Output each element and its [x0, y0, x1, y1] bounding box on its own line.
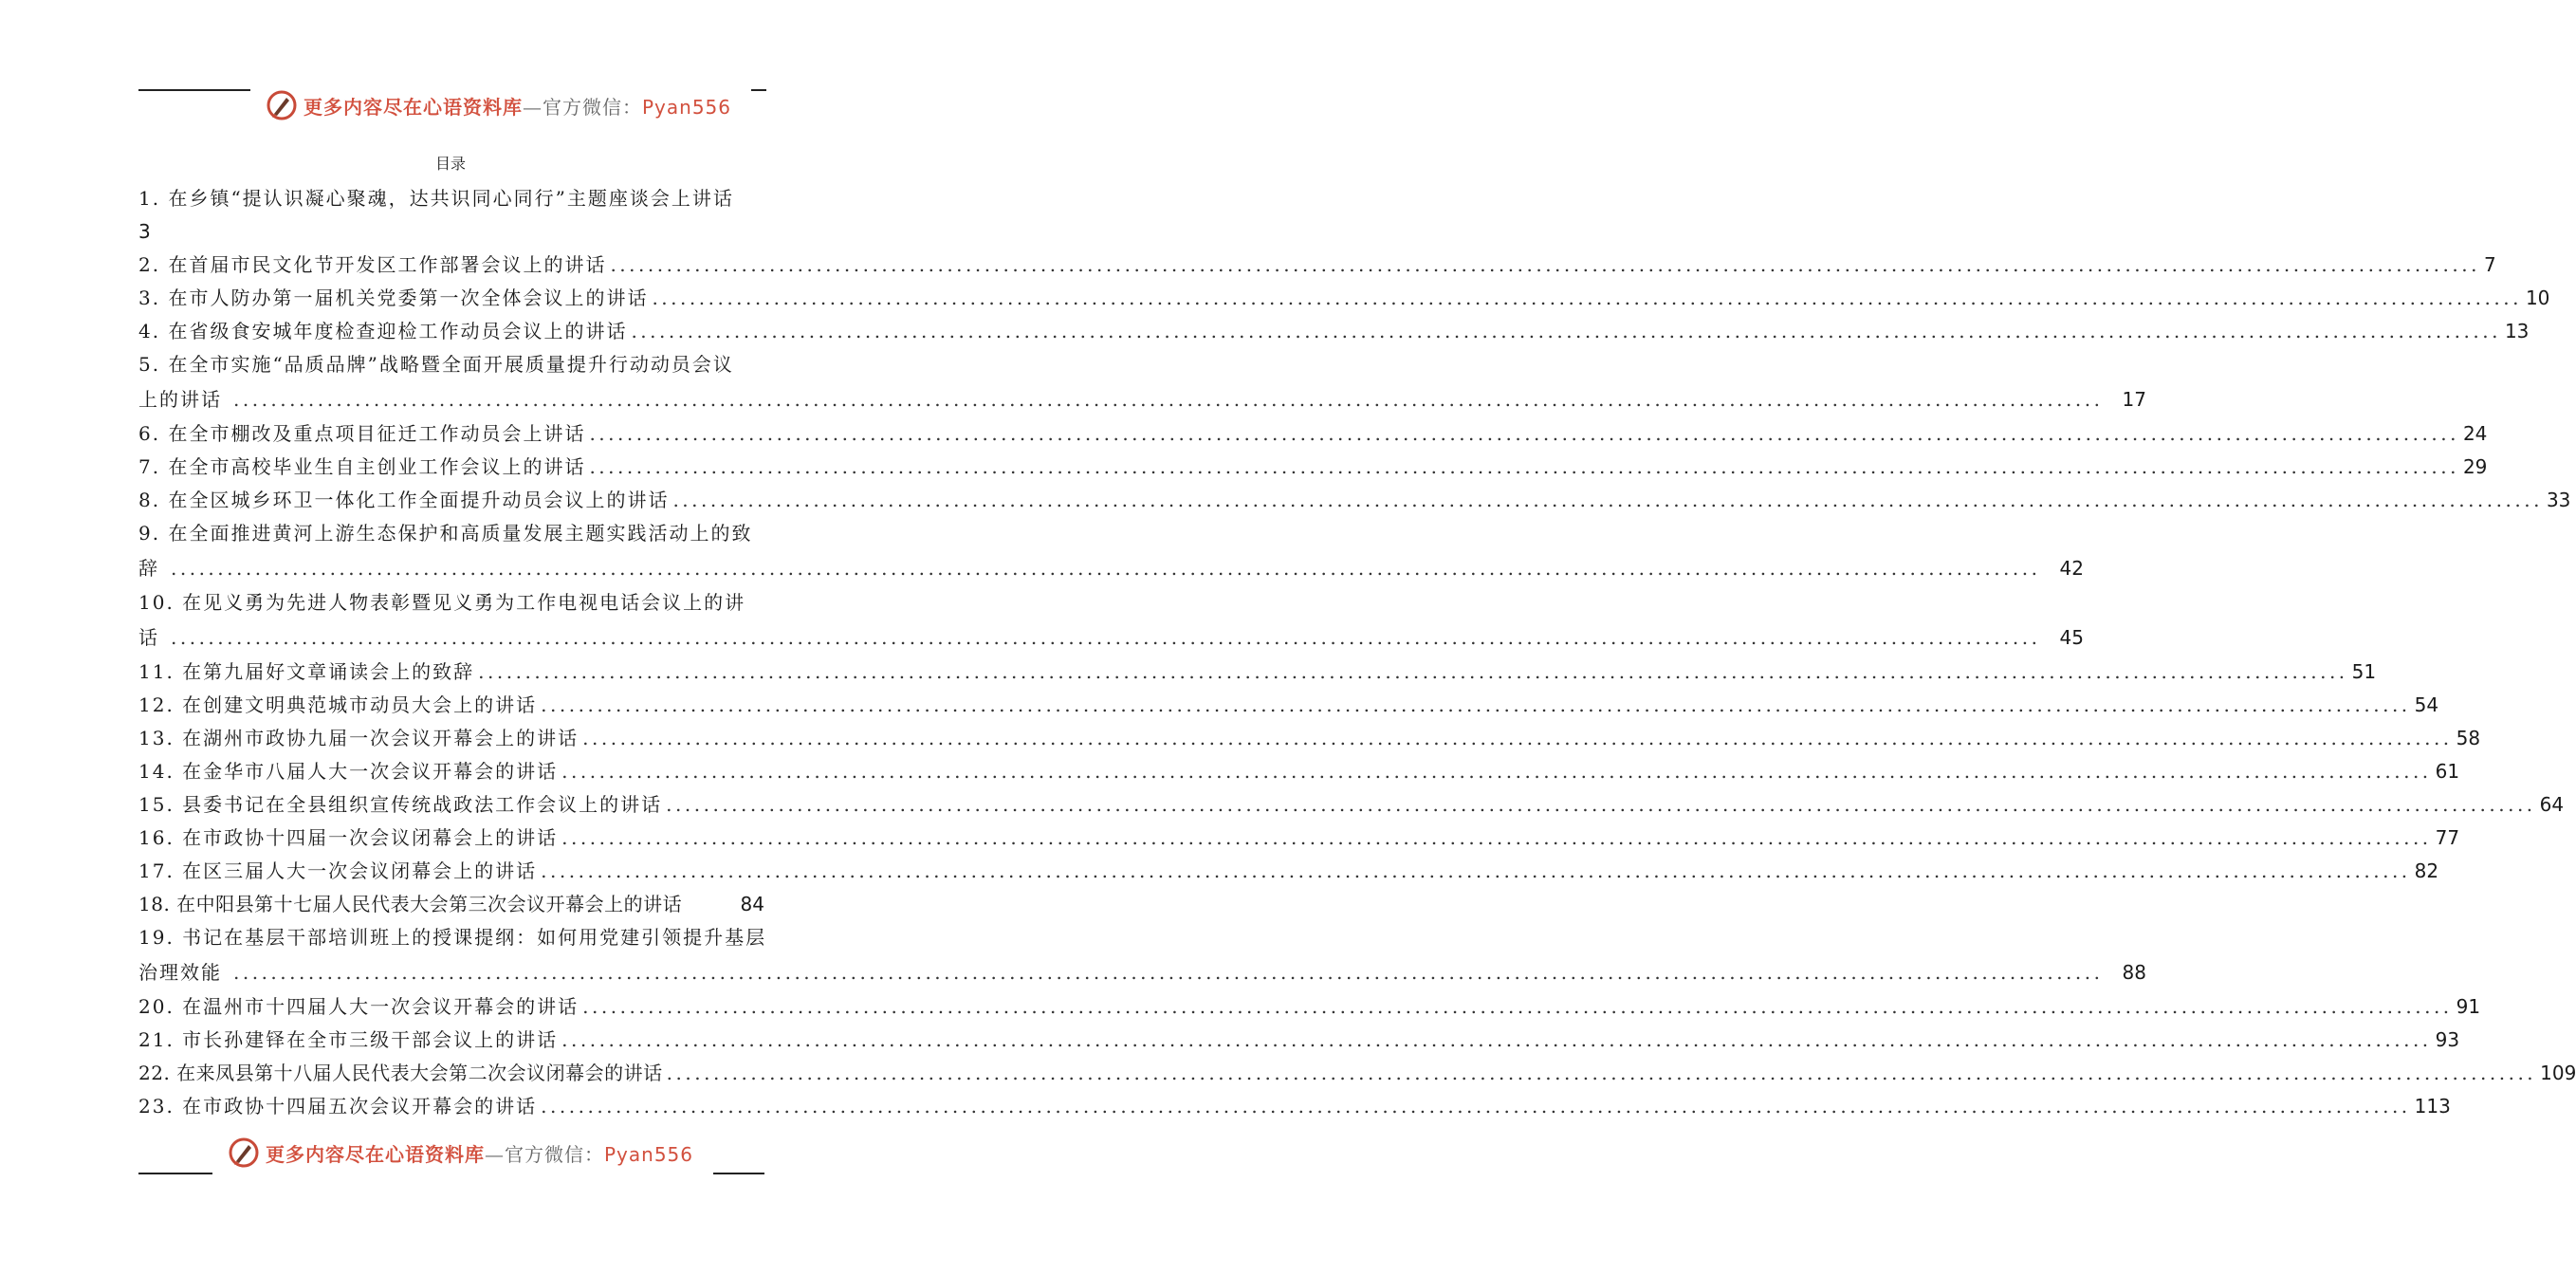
toc-entry-leader: ........................................................................................................................................................................................................: [541, 1095, 2411, 1118]
toc-entry[interactable]: [138, 689, 2439, 722]
toc-entry-leader: ........................................................................................................................................................................................................: [541, 693, 2411, 716]
toc-entry-number: 1.: [138, 187, 161, 210]
footer-rule-left: [138, 1173, 212, 1174]
toc-entry-leader: ........................................................................................................................................................................................................: [666, 793, 2536, 816]
toc-entry[interactable]: [138, 990, 2481, 1024]
toc-entry[interactable]: [138, 282, 2550, 315]
toc-entry-page: 13: [2504, 320, 2530, 342]
toc-entry-page: 77: [2435, 826, 2460, 849]
toc-entry-text: [138, 282, 648, 315]
toc-entry-line: [138, 182, 764, 215]
toc-entry-text: [138, 888, 682, 921]
toc-entry-text: [138, 755, 558, 788]
toc-entry[interactable]: [138, 722, 2481, 755]
toc-entry-number: 7.: [138, 455, 161, 478]
toc-entry-leader: ........................................................................................................................................................................................................: [561, 760, 2432, 783]
banner-dash: —: [485, 1142, 505, 1166]
toc-entry[interactable]: [138, 1024, 2460, 1057]
toc-entry-text: [138, 1057, 663, 1090]
toc-entry-page: 54: [2414, 693, 2439, 716]
toc-entry-line: [138, 348, 764, 381]
toc-entry-text: [138, 990, 579, 1024]
toc-entry-number: 12.: [138, 693, 175, 716]
toc-entry-line: [138, 855, 2439, 888]
toc-entry-number: 11.: [138, 660, 175, 683]
toc-entry-number: 20.: [138, 995, 175, 1018]
toc-entry-number: 18.: [138, 893, 171, 915]
toc-entry-leader: ........................................................................................................................................................................................................: [582, 727, 2453, 749]
pen-logo-icon: [266, 89, 298, 121]
toc-entry[interactable]: [138, 315, 2530, 348]
toc-entry-text: [138, 656, 474, 689]
toc-entry-leader: ........................................................................................................................................................................................................: [478, 660, 2348, 683]
toc-entry-line: [138, 619, 2084, 656]
toc-entry-title-cont: 治理效能: [138, 961, 222, 984]
toc-entry-title: 在乡镇“提认识凝心聚魂，达共识同心同行”主题座谈会上讲话: [168, 187, 734, 210]
footer-rule-right: [713, 1173, 764, 1174]
toc-entry-leader: ........................................................................................................................................................................................................: [233, 388, 2104, 411]
toc-entry-line: [138, 586, 764, 619]
toc-entry-title: 在区三届人大一次会议闭幕会上的讲话: [182, 859, 538, 882]
toc-entry-title: 在第九届好文章诵读会上的致辞: [182, 660, 475, 683]
toc-entry-line: [138, 755, 2460, 788]
toc-entry-title: 县委书记在全县组织宣传统战政法工作会议上的讲话: [182, 793, 663, 816]
toc-entry-line: [138, 381, 2146, 417]
toc-entry-page: 17: [2122, 388, 2146, 411]
toc-entry-page: 109: [2540, 1062, 2576, 1084]
toc-entry[interactable]: [138, 182, 764, 249]
toc-entry-title-cont: 话: [138, 626, 159, 649]
toc-entry[interactable]: [138, 921, 2146, 990]
toc-entry[interactable]: [138, 348, 2146, 417]
banner-text: 更多内容尽在心语资料库: [266, 1142, 485, 1166]
pen-logo-icon: [228, 1136, 260, 1169]
toc-entry-text: [138, 417, 585, 451]
toc-entry-page: 61: [2435, 760, 2460, 783]
toc-entry-title: 在见义勇为先进人物表彰暨见义勇为工作电视电话会议上的讲: [182, 591, 746, 614]
toc-entry[interactable]: [138, 451, 2488, 484]
toc-entry-leader: ........................................................................................................................................................................................................: [541, 859, 2411, 882]
toc-entry-number: 14.: [138, 760, 175, 783]
toc-entry-line: [138, 1057, 2576, 1090]
toc-entry-number: 9.: [138, 522, 161, 545]
toc-entry-leader: ........................................................................................................................................................................................................: [561, 1028, 2432, 1051]
toc-entry-title: 在省级食安城年度检查迎检工作动员会议上的讲话: [168, 320, 628, 342]
toc-entry-text: [138, 855, 537, 888]
toc-entry-number: 5.: [138, 353, 161, 376]
banner-text: 更多内容尽在心语资料库: [304, 95, 523, 119]
toc-entry-leader: ........................................................................................................................................................................................................: [631, 320, 2501, 342]
toc-entry-line: [138, 689, 2439, 722]
toc-entry-title: 在首届市民文化节开发区工作部署会议上的讲话: [168, 253, 607, 276]
toc-entry[interactable]: [138, 656, 2377, 689]
toc-entry-leader: ........................................................................................................................................................................................................: [171, 557, 2041, 580]
toc-entry-number: 13.: [138, 727, 175, 749]
toc-entry-number: 8.: [138, 489, 161, 511]
toc-entry-page: 64: [2539, 793, 2565, 816]
toc-entry-number: 23.: [138, 1095, 175, 1118]
toc-entry-text: [138, 822, 558, 855]
toc-entry-page: 58: [2456, 727, 2481, 749]
toc-entry-leader: ........................................................................................................................................................................................................: [652, 286, 2522, 309]
toc-entry-number: 6.: [138, 422, 161, 445]
toc-entry-text: [138, 451, 585, 484]
banner-wechat-label: 官方微信：: [543, 95, 642, 119]
toc-entry-text: [138, 315, 627, 348]
header-banner: [266, 89, 731, 121]
header-rule-left: [138, 89, 250, 91]
toc-entry-page: 51: [2351, 660, 2377, 683]
toc-entry-page: 42: [2059, 557, 2084, 580]
toc-entry-leader: ........................................................................................................................................................................................................: [589, 422, 2459, 445]
toc-entry-leader: ........................................................................................................................................................................................................: [610, 253, 2480, 276]
page-title: 目录: [434, 155, 466, 173]
toc-entry-page: 10: [2525, 286, 2550, 309]
toc-entry-page: 84: [740, 893, 764, 915]
toc-entry-line: [138, 315, 2530, 348]
toc-entry-title-cont: 辞: [138, 557, 159, 580]
toc-entry-title: 在全市实施“品质品牌”战略暨全面开展质量提升行动动员会议: [168, 353, 734, 376]
table-of-contents: [138, 182, 2576, 1123]
banner-wechat-label: 官方微信：: [505, 1142, 604, 1166]
toc-entry-line: [138, 954, 2146, 990]
toc-entry-number: 10.: [138, 591, 175, 614]
toc-entry-line: [138, 1090, 2451, 1123]
toc-entry-line: [138, 517, 764, 550]
toc-entry-page: 3: [138, 220, 151, 243]
toc-entry-leader: ........................................................................................................................................................................................................: [561, 826, 2432, 849]
toc-entry[interactable]: [138, 586, 2084, 656]
toc-entry-number: 16.: [138, 826, 175, 849]
toc-entry-line: [138, 282, 2550, 315]
toc-entry[interactable]: [138, 855, 2439, 888]
toc-entry-number: 15.: [138, 793, 175, 816]
toc-entry[interactable]: [138, 1090, 2451, 1123]
toc-entry-title: 在金华市八届人大一次会议开幕会的讲话: [182, 760, 559, 783]
toc-entry-title: 市长孙建铎在全市三级干部会议上的讲话: [182, 1028, 559, 1051]
toc-entry-line: [138, 484, 2571, 517]
toc-entry-number: 17.: [138, 859, 175, 882]
toc-entry-line: [138, 888, 764, 921]
toc-entry[interactable]: [138, 888, 764, 921]
toc-entry-number: 2.: [138, 253, 161, 276]
toc-entry-leader: ........................................................................................................................................................................................................: [672, 489, 2543, 511]
toc-entry-title-cont: 上的讲话: [138, 388, 222, 411]
toc-entry-page: 93: [2435, 1028, 2460, 1051]
toc-entry-page: 91: [2456, 995, 2481, 1018]
toc-entry-page: 113: [2414, 1095, 2451, 1118]
toc-entry-title: 在市人防办第一届机关党委第一次全体会议上的讲话: [168, 286, 649, 309]
toc-entry-page: 24: [2462, 422, 2488, 445]
toc-entry-text: [138, 1090, 537, 1123]
toc-entry-line: [138, 417, 2488, 451]
toc-entry-number: 19.: [138, 926, 175, 949]
toc-entry-text: [138, 722, 579, 755]
header-rule-right: [751, 89, 766, 91]
toc-entry[interactable]: [138, 755, 2460, 788]
toc-entry[interactable]: [138, 788, 2565, 822]
toc-entry-line: [138, 550, 2084, 586]
toc-entry-line: [138, 822, 2460, 855]
toc-entry-number: 4.: [138, 320, 161, 342]
toc-entry-page: 45: [2059, 626, 2084, 649]
toc-entry-number: 22.: [138, 1062, 171, 1084]
banner-wechat-id: Pyan556: [642, 95, 732, 119]
toc-entry-title: 在创建文明典范城市动员大会上的讲话: [182, 693, 538, 716]
toc-entry-title: 书记在基层干部培训班上的授课提纲：如何用党建引领提升基层: [182, 926, 767, 949]
toc-entry-title: 在市政协十四届五次会议开幕会的讲话: [182, 1095, 538, 1118]
toc-entry-leader: ........................................................................................................................................................................................................: [582, 995, 2453, 1018]
footer-banner: [228, 1136, 693, 1169]
toc-entry-text: [138, 1024, 558, 1057]
toc-entry-text: [138, 689, 537, 722]
toc-entry-title: 在全区城乡环卫一体化工作全面提升动员会议上的讲话: [168, 489, 670, 511]
toc-entry[interactable]: [138, 822, 2460, 855]
toc-entry-title: 在温州市十四届人大一次会议开幕会的讲话: [182, 995, 580, 1018]
toc-entry-leader: ........................................................................................................................................................................................................: [233, 961, 2104, 984]
toc-entry-leader: ........................................................................................................................................................................................................: [171, 626, 2041, 649]
toc-entry-text: [138, 788, 662, 822]
toc-entry-page: 7: [2483, 253, 2496, 276]
toc-entry-title: 在全市高校毕业生自主创业工作会议上的讲话: [168, 455, 586, 478]
toc-entry-line: [138, 990, 2481, 1024]
toc-entry-line: [138, 451, 2488, 484]
toc-entry-text: [138, 249, 606, 282]
toc-entry[interactable]: [138, 1057, 2576, 1090]
toc-entry[interactable]: [138, 517, 2084, 586]
toc-entry-text: [138, 484, 669, 517]
toc-entry-line: [138, 1024, 2460, 1057]
toc-entry-leader: ........................................................................................................................................................................................................: [589, 455, 2459, 478]
toc-entry-line: [138, 921, 767, 954]
toc-entry-title: 在全市棚改及重点项目征迁工作动员会上讲话: [168, 422, 586, 445]
toc-entry-title: 在全面推进黄河上游生态保护和高质量发展主题实践活动上的致: [168, 522, 753, 545]
toc-entry[interactable]: [138, 417, 2488, 451]
toc-entry-number: 21.: [138, 1028, 175, 1051]
toc-entry-title: 在来凤县第十八届人民代表大会第二次会议闭幕会的讲话: [176, 1062, 663, 1084]
banner-dash: —: [523, 95, 543, 119]
toc-entry-line: [138, 722, 2481, 755]
toc-entry-title: 在中阳县第十七届人民代表大会第三次会议开幕会上的讲话: [176, 893, 683, 915]
toc-entry-line: [138, 788, 2565, 822]
toc-entry-page: 88: [2122, 961, 2146, 984]
toc-entry-title: 在市政协十四届一次会议闭幕会上的讲话: [182, 826, 559, 849]
banner-wechat-id: Pyan556: [604, 1142, 694, 1166]
toc-entry-page: 82: [2414, 859, 2439, 882]
toc-entry-line: [138, 249, 2496, 282]
toc-entry-line: [138, 656, 2377, 689]
toc-entry-title: 在湖州市政协九届一次会议开幕会上的讲话: [182, 727, 580, 749]
toc-entry-leader: ........................................................................................................................................................................................................: [666, 1062, 2537, 1084]
toc-entry-number: 3.: [138, 286, 161, 309]
toc-entry[interactable]: [138, 484, 2571, 517]
toc-entry-page: 29: [2462, 455, 2488, 478]
toc-entry[interactable]: [138, 249, 2496, 282]
toc-entry-page: 33: [2546, 489, 2571, 511]
